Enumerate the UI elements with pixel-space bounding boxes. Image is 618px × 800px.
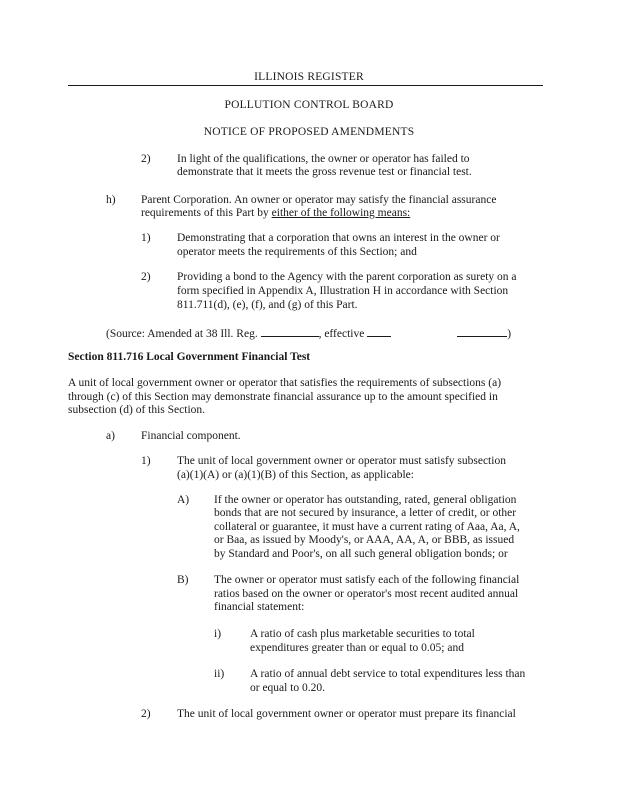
- notice-title: NOTICE OF PROPOSED AMENDMENTS: [203, 126, 415, 138]
- item-h1-line: Demonstrating that a corporation that owns an interest in the owner or: [177, 232, 500, 244]
- item-h1-number: 1): [141, 232, 151, 244]
- item-ii-line: or equal to 0.20.: [250, 682, 326, 694]
- source-text: ): [507, 328, 512, 340]
- item-A-line: by Standard and Poor's, on all such general obligation bonds; or: [214, 548, 508, 560]
- item-A-line: or Baa, as issued by Moody's, or AAA, AA, A, or BBB, as issued: [214, 534, 515, 546]
- source-text: (Source: Amended at 38 Ill. Reg.: [106, 328, 261, 340]
- item-ii-line: A ratio of annual debt service to total expenditures less than: [250, 668, 526, 680]
- board-title: POLLUTION CONTROL BOARD: [224, 99, 394, 111]
- item-A-number: A): [177, 494, 190, 506]
- effective-date-blank: [367, 325, 391, 337]
- item-B-line: The owner or operator must satisfy each of the following financial: [214, 574, 520, 586]
- item-h1-line: operator meets the requirements of this Section; and: [177, 246, 417, 258]
- effective-year-blank: [457, 325, 507, 337]
- intro-line: A unit of local government owner or operator that satisfies the requirements of subsections (a): [68, 377, 502, 389]
- item-h2-number: 2): [141, 271, 151, 283]
- item-a1-number: 1): [141, 455, 151, 467]
- item-h-line: [141, 207, 410, 221]
- item-g2-line: demonstrate that it meets the gross revenue test or financial test.: [177, 166, 472, 178]
- intro-line: subsection (d) of this Section.: [68, 404, 206, 416]
- item-g2-line: In light of the qualifications, the owner or operator has failed to: [177, 153, 470, 165]
- item-B-line: financial statement:: [214, 601, 305, 613]
- item-h-text: requirements of this Part by: [141, 207, 272, 219]
- item-a1-line: The unit of local government owner or operator must satisfy subsection: [177, 455, 506, 467]
- item-A-line: If the owner or operator has outstanding, rated, general obligation: [214, 494, 517, 506]
- item-h-line: Parent Corporation. An owner or operator may satisfy the financial assurance: [141, 194, 497, 206]
- item-h-inserted-text: either of the following means:: [271, 207, 411, 219]
- item-i-number: i): [214, 628, 222, 640]
- item-A-line: bonds that are not secured by insurance, a letter of credit, or other: [214, 507, 517, 519]
- item-h2-line: 811.711(d), (e), (f), and (g) of this Part.: [177, 299, 358, 311]
- section-heading: Section 811.716 Local Government Financial Test: [68, 351, 311, 363]
- item-h2-line: Providing a bond to the Agency with the parent corporation as surety on a: [177, 271, 517, 283]
- intro-line: through (c) of this Section may demonstrate financial assurance up to the amount specified in: [68, 391, 498, 403]
- register-page-blank: [261, 325, 319, 337]
- item-h2-line: form specified in Appendix A, Illustration H in accordance with Section: [177, 285, 509, 297]
- item-a-text: Financial component.: [141, 430, 241, 442]
- item-g2-number: 2): [141, 153, 151, 165]
- item-a2-line: The unit of local government owner or operator must prepare its financial: [177, 708, 516, 720]
- item-B-line: ratios based on the owner or operator's most recent audited annual: [214, 588, 519, 600]
- source-note: [106, 325, 511, 342]
- item-a-number: a): [106, 430, 115, 442]
- source-text: , effective: [318, 328, 368, 340]
- item-ii-number: ii): [214, 668, 225, 680]
- item-A-line: collateral or guarantee, it must have a current rating of Aaa, Aa, A,: [214, 521, 520, 533]
- item-i-line: expenditures greater than or equal to 0.05; and: [250, 642, 464, 654]
- item-h-number: h): [106, 194, 116, 206]
- header-rule: [68, 85, 543, 86]
- item-a2-number: 2): [141, 708, 151, 720]
- item-B-number: B): [177, 574, 189, 586]
- item-i-line: A ratio of cash plus marketable securities to total: [250, 628, 475, 640]
- register-title: ILLINOIS REGISTER: [254, 71, 364, 83]
- item-a1-line: (a)(1)(A) or (a)(1)(B) of this Section, as applicable:: [177, 469, 414, 481]
